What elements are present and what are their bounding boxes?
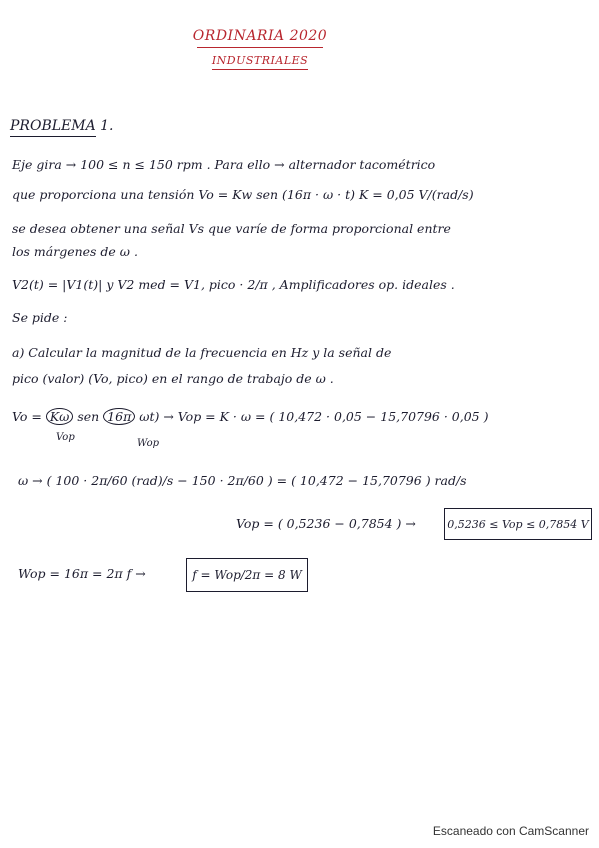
page-title: ORDINARIA 2020: [192, 28, 328, 44]
circled-16pi: 16π: [103, 408, 135, 425]
question-a-line-2: pico (valor) (Vo, pico) en el rango de trabajo de ω .: [12, 371, 334, 386]
equation-vo-sen: sen: [73, 409, 104, 424]
request-heading: Se pide :: [12, 310, 68, 325]
equation-vo-prefix: Vo =: [12, 409, 46, 424]
statement-line-1: Eje gira → 100 ≤ n ≤ 150 rpm . Para ello → alternador tacométrico: [12, 157, 436, 172]
result-box-vop: 0,5236 ≤ Vop ≤ 0,7854 V: [444, 508, 592, 540]
subtitle-underline: [212, 69, 308, 70]
equation-vop-range: Vop = ( 0,5236 − 0,7854 ) →: [236, 516, 416, 531]
scanner-watermark: Escaneado con CamScanner: [432, 824, 589, 838]
problem-heading: PROBLEMA 1.: [10, 118, 114, 134]
statement-line-2: que proporciona una tensión Vo = Kw sen (16π · ω · t) K = 0,05 V/(rad/s): [12, 187, 474, 202]
annotation-wop: Wop: [137, 438, 160, 449]
page-subtitle: INDUSTRIALES: [211, 54, 309, 67]
equation-vo-rest: ωt) → Vop = K · ω = ( 10,472 · 0,05 − 15,70796 · 0,05 ): [135, 409, 489, 424]
equation-omega-range: ω → ( 100 · 2π/60 (rad)/s − 150 · 2π/60 ) = ( 10,472 − 15,70796 ) rad/s: [18, 473, 467, 488]
circled-kw: Kω: [46, 408, 74, 425]
statement-line-3: se desea obtener una señal Vs que varíe de forma proporcional entre: [12, 221, 451, 236]
annotation-vop: Vop: [56, 432, 75, 443]
question-a-line-1: a) Calcular la magnitud de la frecuencia en Hz y la señal de: [12, 345, 392, 360]
problem-heading-underline: [10, 136, 96, 137]
equation-vo: [12, 408, 489, 425]
statement-line-5: V2(t) = |V1(t)| y V2 med = V1, pico · 2/π , Amplificadores op. ideales .: [12, 277, 455, 292]
equation-frequency: Wop = 16π = 2π f →: [18, 566, 146, 581]
statement-line-4: los márgenes de ω .: [12, 244, 138, 259]
result-box-frequency: f = Wop/2π = 8 W: [186, 558, 308, 592]
title-underline: [197, 47, 323, 48]
